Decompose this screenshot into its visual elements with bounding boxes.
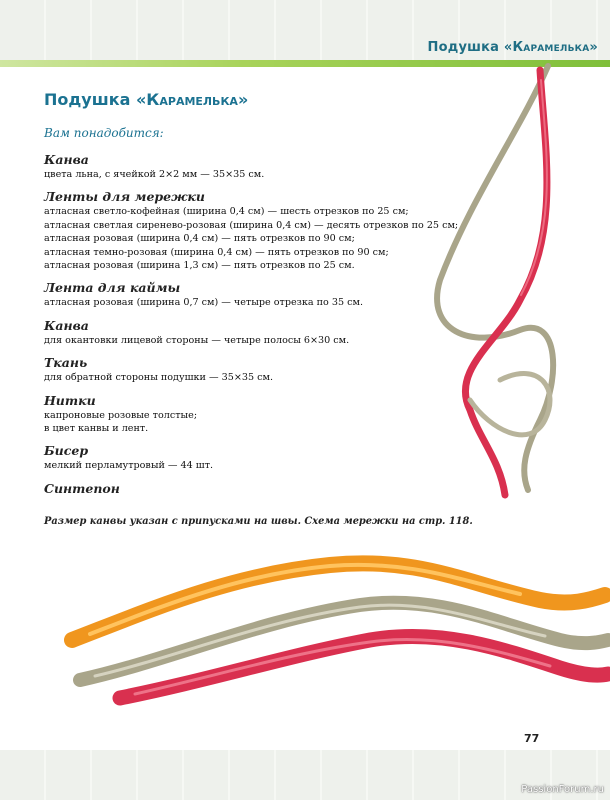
- material-item: [44, 442, 464, 472]
- material-item: [44, 151, 464, 181]
- material-name: Лента для каймы: [44, 280, 181, 296]
- running-header-name: Карамелька: [512, 40, 590, 55]
- material-name: Канва: [44, 152, 89, 167]
- material-line: цвета льна, с ячейкой 2×2 мм — 35×35 см.: [44, 169, 265, 180]
- material-line: атласная розовая (ширина 0,4 см) — пять отрезков по 90 см;: [44, 233, 355, 245]
- material-line: для окантовки лицевой стороны — четыре полосы 6×30 см.: [44, 334, 350, 346]
- material-name: Синтепон: [44, 480, 120, 496]
- size-note: Размер канвы указан с припусками на швы. Схема мережки на стр. 118.: [44, 516, 473, 527]
- material-item: [44, 279, 464, 309]
- page-title-name: Карамелька: [146, 90, 238, 109]
- page-title: [44, 90, 248, 109]
- material-name: Ткань: [44, 355, 88, 371]
- running-header-prefix: Подушка «: [427, 40, 513, 55]
- running-header-suffix: »: [589, 40, 598, 55]
- page-number: 77: [524, 732, 540, 745]
- material-name: Канва: [44, 317, 89, 333]
- material-item: [44, 480, 464, 497]
- material-line: атласная темно-розовая (ширина 0,4 см) — пять отрезков по 90 см;: [44, 246, 389, 258]
- material-line: капроновые розовые толстые;: [44, 409, 198, 421]
- material-name: Ленты для мережки: [44, 189, 205, 205]
- page-title-suffix: »: [237, 90, 249, 109]
- material-line: атласная розовая (ширина 0,7 см) — четыре отрезка по 35 см.: [44, 297, 364, 309]
- material-name: Нитки: [44, 392, 96, 408]
- material-line: атласная светло-кофейная (ширина 0,4 см) — шесть отрезков по 25 см;: [44, 206, 409, 218]
- material-item: [44, 392, 464, 436]
- materials-heading: Вам понадобится:: [44, 126, 164, 140]
- materials-list: [44, 151, 464, 504]
- page-title-prefix: Подушка «: [44, 90, 147, 109]
- material-name: Бисер: [44, 443, 89, 459]
- material-item: [44, 354, 464, 384]
- watermark: PassionForum.ru: [521, 784, 604, 795]
- material-item: [44, 317, 464, 347]
- material-line: атласная светлая сиреневo-розовая (ширина 0,4 см) — десять отрезков по 25 см;: [44, 219, 459, 231]
- material-line: мелкий перламутровый — 44 шт.: [44, 460, 214, 472]
- material-line: в цвет канвы и лент.: [44, 423, 149, 435]
- material-line: для обратной стороны подушки — 35×35 см.: [44, 372, 274, 384]
- material-item: [44, 188, 464, 272]
- material-line: атласная розовая (ширина 1,3 см) — пять отрезков по 25 см.: [44, 260, 355, 272]
